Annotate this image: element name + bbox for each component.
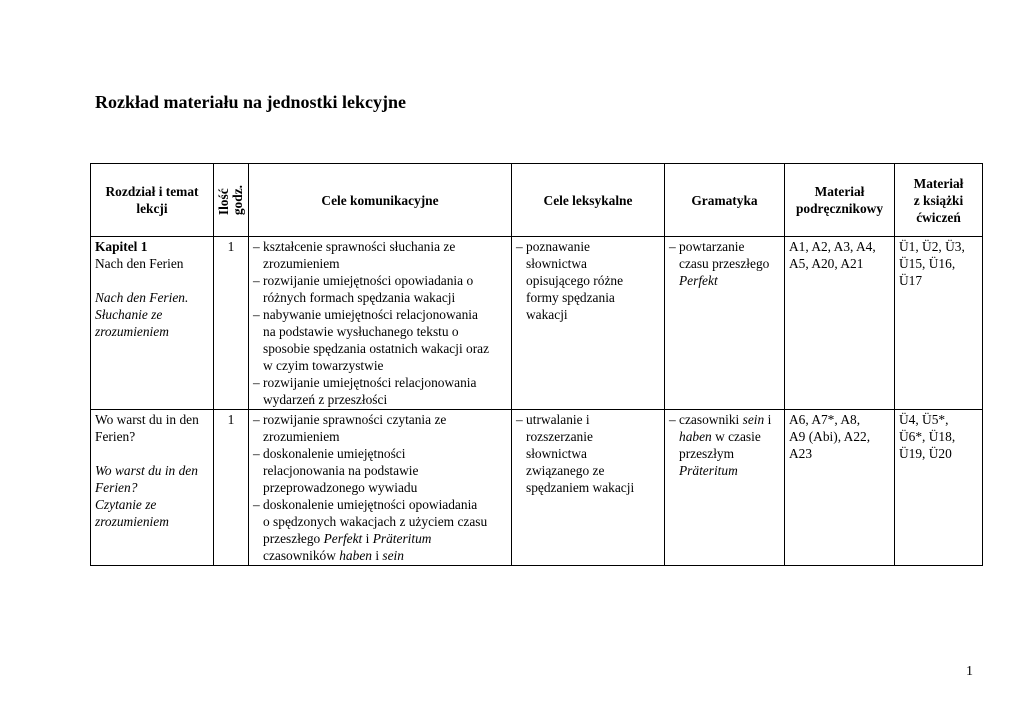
leks-line: związanego ze <box>526 463 605 478</box>
cell-material-cwiczen <box>895 237 983 410</box>
header-mat-podr-line1: Materiał <box>814 184 865 199</box>
kom-term-prateritum: Präteritum <box>372 531 432 546</box>
lesson-title-line: Słuchanie ze <box>95 307 163 322</box>
header-mat-cw-line1: Materiał <box>913 175 964 191</box>
lesson-title-line: Ferien? <box>95 480 138 495</box>
kom-item-line: różnych formach spędzania wakacji <box>263 290 456 305</box>
kom-text: czasowników <box>263 548 340 563</box>
podr-line: A9 (Abi), A22, <box>789 429 871 444</box>
header-ilosc-godzin <box>214 164 249 237</box>
cw-line: Ü19, Ü20 <box>899 446 952 461</box>
kom-item-line: relacjonowania na podstawie <box>263 463 419 478</box>
chapter-title: Wo warst du in den <box>95 412 199 427</box>
cell-material-podrecznikowy <box>785 237 895 410</box>
cell-cele-leksykalne <box>512 410 665 566</box>
lesson-plan-table <box>90 163 983 566</box>
leks-line: rozszerzanie <box>526 429 593 444</box>
kom-text: przeszłego <box>263 531 324 546</box>
header-rozdzial: Rozdział i temat lekcji <box>91 164 214 237</box>
kom-item-line: – rozwijanie sprawności czytania ze <box>253 412 447 427</box>
header-ilosc-line1: Ilość <box>216 188 231 216</box>
kom-item-line: – doskonalenie umiejętności <box>253 446 406 461</box>
kom-item-line: – rozwijanie umiejętności relacjonowania <box>253 375 477 390</box>
gram-line: czasu przeszłego <box>679 256 770 271</box>
lesson-title-line: Nach den Ferien. <box>95 290 189 305</box>
cell-rozdzial <box>91 237 214 410</box>
kom-item-line: – rozwijanie umiejętności opowiadania o <box>253 273 474 288</box>
page-title: Rozkład materiału na jednostki lekcyjne <box>95 92 407 112</box>
lesson-title-line: Czytanie ze <box>95 497 157 512</box>
cell-cele-komunikacyjne <box>249 237 512 410</box>
cell-material-podrecznikowy <box>785 410 895 566</box>
leks-line: opisującego różne <box>526 273 624 288</box>
cell-cele-komunikacyjne <box>249 410 512 566</box>
kom-item-line: – kształcenie sprawności słuchania ze <box>253 239 456 254</box>
leks-line: formy spędzania <box>526 290 615 305</box>
cw-line: Ü1, Ü2, Ü3, <box>899 239 965 254</box>
cell-rozdzial <box>91 410 214 566</box>
chapter-title: Nach den Ferien <box>95 256 184 271</box>
cw-line: Ü15, Ü16, <box>899 256 956 271</box>
gram-line: Perfekt <box>679 273 718 288</box>
header-cele-leksykalne: Cele leksykalne <box>512 164 665 237</box>
gram-line <box>669 411 780 428</box>
podr-line: A5, A20, A21 <box>789 256 864 271</box>
gram-text: – czasowniki <box>669 412 743 427</box>
header-gramatyka: Gramatyka <box>665 164 785 237</box>
lesson-title-line: zrozumieniem <box>95 514 169 529</box>
table-row <box>91 237 983 410</box>
gram-line: – powtarzanie <box>669 239 745 254</box>
cell-gramatyka <box>665 237 785 410</box>
podr-line: A23 <box>789 446 813 461</box>
leks-line: – utrwalanie i <box>516 412 590 427</box>
kom-term-haben: haben <box>339 548 372 563</box>
header-mat-podr-line2: podręcznikowy <box>795 201 884 216</box>
leks-line: słownictwa <box>526 256 587 271</box>
gram-term-prateritum: Präteritum <box>679 463 738 478</box>
podr-line: A6, A7*, A8, <box>789 412 861 427</box>
cell-material-cwiczen <box>895 410 983 566</box>
header-material-cwiczen <box>895 164 983 237</box>
kom-item-line: zrozumieniem <box>263 256 340 271</box>
cw-line: Ü6*, Ü18, <box>899 429 956 444</box>
kom-item-line <box>253 530 507 547</box>
cell-cele-leksykalne <box>512 237 665 410</box>
gram-text: i <box>764 412 772 427</box>
gram-term-sein: sein <box>742 412 765 427</box>
header-row <box>91 164 983 237</box>
podr-line: A1, A2, A3, A4, <box>789 239 876 254</box>
leks-line: – poznawanie <box>516 239 590 254</box>
chapter-label: Kapitel 1 <box>95 239 148 254</box>
header-mat-cw-line2: z książki <box>913 192 964 208</box>
header-material-podrecznikowy <box>785 164 895 237</box>
lesson-title-line: Wo warst du in den <box>95 463 198 478</box>
kom-item-line: na podstawie wysłuchanego tekstu o <box>263 324 459 339</box>
kom-text: i <box>371 548 383 563</box>
kom-term-perfekt: Perfekt <box>323 531 363 546</box>
leks-line: spędzaniem wakacji <box>526 480 635 495</box>
cell-hours: 1 <box>214 237 249 410</box>
gram-text: w czasie <box>711 429 761 444</box>
header-cele-komunikacyjne: Cele komunikacyjne <box>249 164 512 237</box>
table-row <box>91 410 983 566</box>
cell-hours: 1 <box>214 410 249 566</box>
gram-line <box>669 428 780 445</box>
page-number: 1 <box>966 664 973 679</box>
kom-item-line: przeprowadzonego wywiadu <box>263 480 418 495</box>
kom-text: i <box>362 531 373 546</box>
kom-item-line: o spędzonych wakacjach z użyciem czasu <box>263 514 488 529</box>
cell-gramatyka <box>665 410 785 566</box>
kom-item-line: zrozumieniem <box>263 429 340 444</box>
lesson-title-line: zrozumieniem <box>95 324 169 339</box>
kom-item-line: sposobie spędzania ostatnich wakacji oraz <box>263 341 490 356</box>
leks-line: słownictwa <box>526 446 587 461</box>
header-ilosc-line2: godz. <box>230 184 245 216</box>
leks-line: wakacji <box>526 307 568 322</box>
kom-item-line <box>253 547 507 564</box>
kom-term-sein: sein <box>382 548 404 563</box>
kom-item-line: wydarzeń z przeszłości <box>263 392 388 407</box>
kom-item-line: w czyim towarzystwie <box>263 358 384 373</box>
cw-line: Ü4, Ü5*, <box>899 412 949 427</box>
gram-line: przeszłym <box>679 446 735 461</box>
gram-term-haben: haben <box>679 429 712 444</box>
kom-item-line: – doskonalenie umiejętności opowiadania <box>253 497 478 512</box>
header-mat-cw-line3: ćwiczeń <box>916 209 961 225</box>
kom-item-line: – nabywanie umiejętności relacjonowania <box>253 307 478 322</box>
chapter-title: Ferien? <box>95 429 136 444</box>
cw-line: Ü17 <box>899 273 923 288</box>
